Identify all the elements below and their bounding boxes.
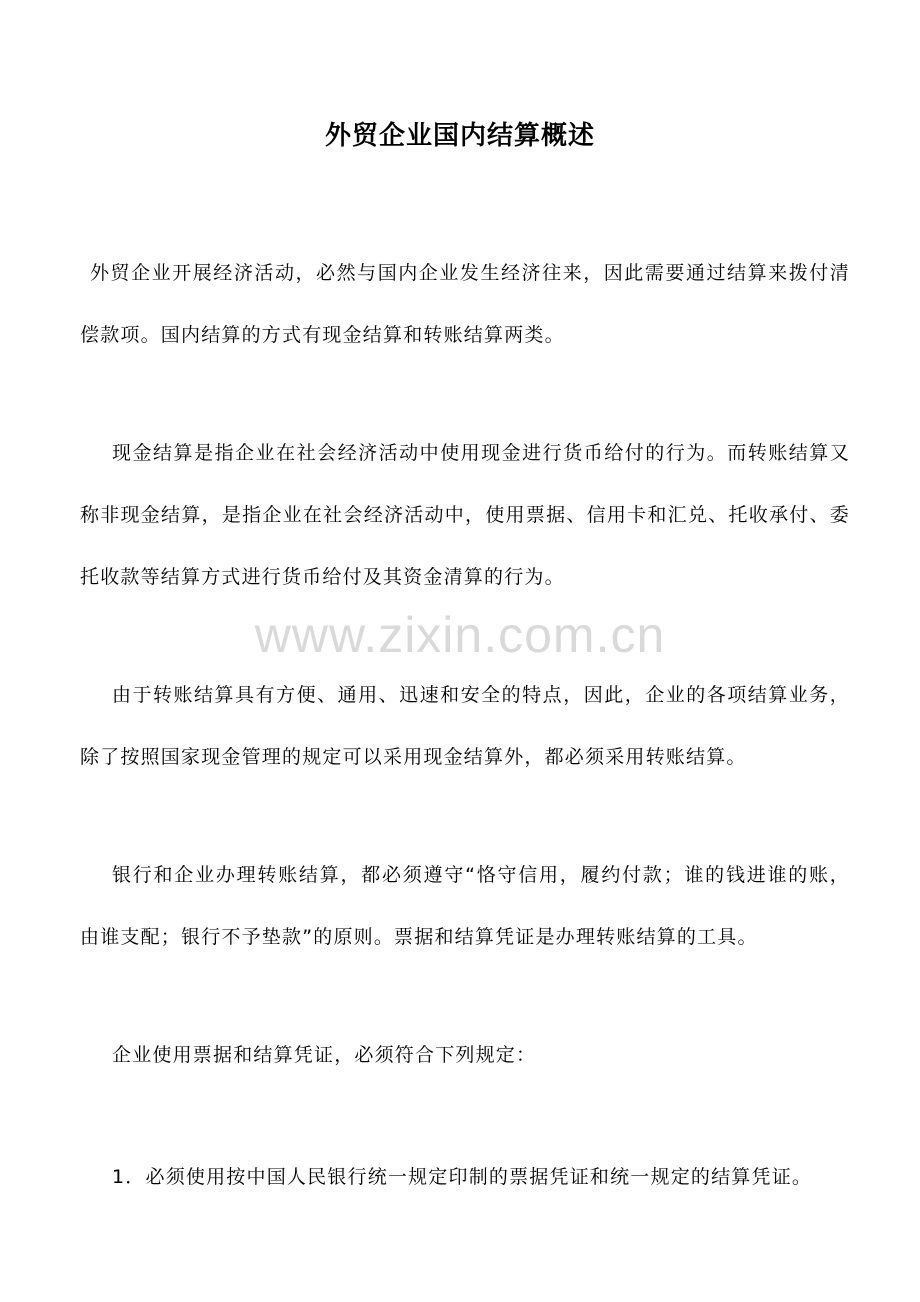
paragraph-rules-intro: 企业使用票据和结算凭证，必须符合下列规定： [112, 1044, 537, 1066]
paragraph-rule-1: 1．必须使用按中国人民银行统一规定印制的票据凭证和统一规定的结算凭证。 [112, 1166, 813, 1188]
paragraph-cash-settlement: 现金结算是指企业在社会经济活动中使用现金进行货币给付的行为。而转账结算又称非现金结算，是指企业在社会经济活动中，使用票据、信用卡和汇兑、托收承付、委托收款等结算方式进行货币给付及其资金清算的行为。 [80, 442, 850, 588]
paragraph-intro: 外贸企业开展经济活动，必然与国内企业发生经济往来，因此需要通过结算来拨付清偿款项。国内结算的方式有现金结算和转账结算两类。 [80, 262, 850, 346]
watermark: www.zixin.com.cn [254, 607, 666, 663]
paragraph-transfer-features: 由于转账结算具有方便、通用、迅速和安全的特点，因此，企业的各项结算业务，除了按照国家现金管理的规定可以采用现金结算外，都必须采用转账结算。 [80, 684, 850, 768]
document-title: 外贸企业国内结算概述 [324, 121, 595, 151]
paragraph-principles: 银行和企业办理转账结算，都必须遵守“恪守信用，履约付款；谁的钱进谁的账，由谁支配；银行不予垫款”的原则。票据和结算凭证是办理转账结算的工具。 [80, 864, 850, 948]
